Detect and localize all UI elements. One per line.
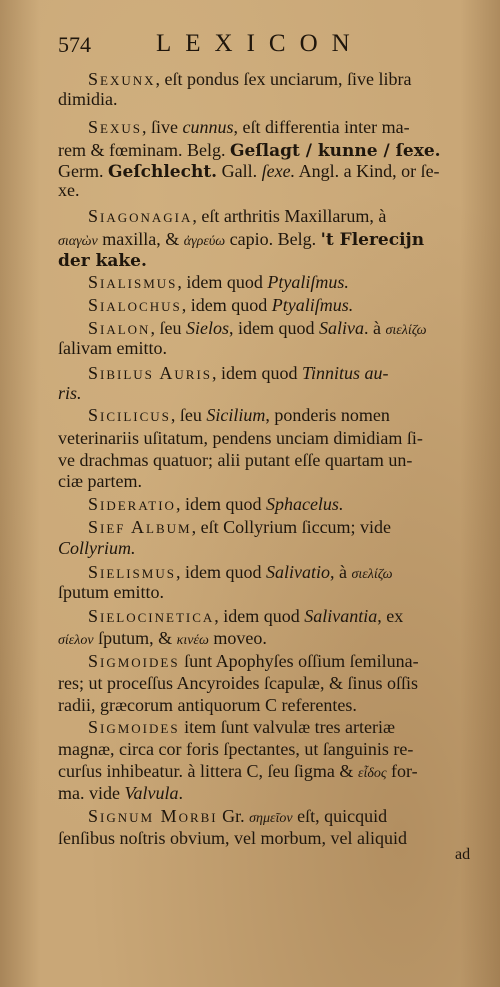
greek-term: κινέω xyxy=(176,633,209,648)
italic-term: Salivantia xyxy=(304,606,378,626)
running-head: LEXICON xyxy=(156,30,364,57)
greek-term: ἀγρεύω xyxy=(183,234,226,249)
definition-text: , idem quod xyxy=(177,272,268,292)
entry-line xyxy=(88,206,386,226)
entry-line xyxy=(88,806,387,829)
definition-text: veterinariis uſitatum, pendens unciam dimidiam ſi- xyxy=(58,428,423,448)
definition-text: , ex xyxy=(377,606,404,626)
definition-text: res; ut proceſſus Ancyroides ſcapulæ, & ſinus oſſis xyxy=(58,673,418,693)
entry-line xyxy=(88,717,395,737)
definition-text: , eſt differentia inter ma- xyxy=(233,117,410,137)
greek-term: σιελίζω xyxy=(351,567,393,582)
headword: Sibilus Auris xyxy=(88,363,213,383)
entry-line xyxy=(88,606,403,626)
headword: Sielismus xyxy=(88,562,176,582)
definition-text: maxilla, & xyxy=(97,229,184,249)
definition-text: , ſeu xyxy=(150,318,186,338)
definition-text: Gr. xyxy=(217,806,250,826)
italic-term: Ptyaliſmus. xyxy=(267,272,349,292)
entry-line xyxy=(88,517,391,537)
headword: Sialismus xyxy=(88,272,178,292)
definition-text: , eſt arthritis Maxillarum, à xyxy=(192,206,387,226)
definition-text: dimidia. xyxy=(58,89,118,109)
definition-text: ſalivam emitto. xyxy=(58,338,167,358)
greek-term: εἶδος xyxy=(357,766,387,781)
italic-term: ris. xyxy=(58,383,82,403)
definition-text: moveo. xyxy=(208,628,267,648)
greek-term: σιαγὼν xyxy=(58,234,98,249)
entry-line xyxy=(58,761,418,784)
entry-line xyxy=(58,450,412,470)
entry-line xyxy=(58,140,441,161)
italic-term: Valvula xyxy=(124,783,179,803)
definition-text: , ſeu xyxy=(170,405,207,425)
definition-text: , idem quod xyxy=(212,363,303,383)
definition-text: ſunt Apophyſes oſſium ſemiluna- xyxy=(179,651,419,671)
definition-text: , à xyxy=(329,562,352,582)
greek-term: σιελίζω xyxy=(385,323,427,338)
blackletter-term: Geſlagt / kunne / ſexe. xyxy=(229,141,441,161)
italic-term: Collyrium. xyxy=(58,538,136,558)
italic-term: Sielos xyxy=(185,318,229,338)
italic-term: Sphacelus. xyxy=(265,494,344,514)
entry-line xyxy=(58,695,357,715)
definition-text: , idem quod xyxy=(175,494,266,514)
definition-text: , idem quod xyxy=(175,562,266,582)
definition-text: ſputum, & xyxy=(93,628,177,648)
entry-line xyxy=(58,628,267,651)
definition-text: rem & fœminam. Belg. xyxy=(58,140,230,160)
headword: Sielocinetica xyxy=(88,606,215,626)
catchword: ad xyxy=(455,846,471,863)
headword: Sialon xyxy=(88,318,151,338)
headword: Sigmoides xyxy=(88,717,180,737)
entry-line xyxy=(88,295,353,315)
definition-text: xe. xyxy=(58,180,80,200)
definition-text: magnæ, circa cor foris ſpectantes, ut ſanguinis re- xyxy=(58,739,414,759)
entry-line xyxy=(58,338,167,358)
entry-line xyxy=(88,117,410,137)
headword: Sideratio xyxy=(88,494,176,514)
definition-text: for- xyxy=(386,761,418,781)
definition-text: ſenſibus noſtris obvium, vel morbum, vel aliquid xyxy=(58,828,407,848)
italic-term: cunnus xyxy=(182,117,234,137)
headword: Siagonagia xyxy=(88,206,193,226)
definition-text: Angl. a Kind, or ſe- xyxy=(295,161,440,181)
blackletter-term: der kake. xyxy=(58,251,147,271)
entry-line xyxy=(58,161,440,182)
headword: Sief Album xyxy=(88,517,192,537)
entry-line xyxy=(88,69,411,89)
definition-text: , idem quod xyxy=(181,295,272,315)
definition-text: Gall. xyxy=(217,161,262,181)
entry-line xyxy=(58,383,82,403)
headword: Sexunx xyxy=(88,69,156,89)
entry-line xyxy=(58,673,418,693)
definition-text: radii, græcorum antiquorum C referentes. xyxy=(58,695,357,715)
entry-line xyxy=(58,180,80,200)
definition-text: Germ. xyxy=(58,161,108,181)
entry-line xyxy=(88,405,390,425)
entry-line xyxy=(58,229,424,252)
definition-text: ma. vide xyxy=(58,783,125,803)
italic-term: Ptyaliſmus. xyxy=(271,295,354,315)
definition-text: ſputum emitto. xyxy=(58,582,164,602)
headword: Sialochus xyxy=(88,295,182,315)
entry-line xyxy=(88,363,389,383)
greek-term: σημεῖον xyxy=(249,811,293,826)
entry-line xyxy=(58,428,423,448)
entry-line xyxy=(58,582,164,602)
italic-term: Sicilium xyxy=(206,405,266,425)
definition-text: , ſive xyxy=(141,117,183,137)
page-number: 574 xyxy=(58,32,91,57)
page-header xyxy=(58,32,438,62)
headword: Signum Morbi xyxy=(88,806,218,826)
definition-text: . xyxy=(178,783,183,803)
entry-line xyxy=(58,471,142,491)
entry-line xyxy=(58,739,413,759)
definition-text: curſus inhibeatur. à littera C, ſeu ſigma & xyxy=(58,761,358,781)
italic-term: ſexe. xyxy=(261,161,296,181)
greek-term: σίελον xyxy=(58,633,94,648)
headword: Sexus xyxy=(88,117,142,137)
definition-text: item ſunt valvulæ tres arteriæ xyxy=(179,717,396,737)
blackletter-term: 't Flerecijn xyxy=(320,230,425,250)
entry-line xyxy=(58,828,407,848)
italic-term: Tinnitus au- xyxy=(302,363,389,383)
definition-text: ciæ partem. xyxy=(58,471,142,491)
entry-line xyxy=(58,89,118,109)
headword: Sigmoides xyxy=(88,651,180,671)
definition-text: , ponderis nomen xyxy=(265,405,390,425)
entry-line xyxy=(88,494,343,514)
definition-text: , eſt Collyrium ſiccum; vide xyxy=(191,517,392,537)
entry-line xyxy=(58,783,183,803)
definition-text: capio. Belg. xyxy=(225,229,321,249)
definition-text: , eſt pondus ſex unciarum, ſive libra xyxy=(155,69,412,89)
entry-line xyxy=(58,538,136,558)
definition-text: eſt, quicquid xyxy=(292,806,388,826)
headword: Sicilicus xyxy=(88,405,171,425)
italic-term: Salivatio xyxy=(265,562,330,582)
italic-term: Saliva xyxy=(318,318,364,338)
entry-line xyxy=(58,250,147,271)
definition-text: . à xyxy=(363,318,386,338)
blackletter-term: Geſchlecht. xyxy=(107,162,218,182)
definition-text: , idem quod xyxy=(228,318,319,338)
entry-line xyxy=(88,272,349,292)
definition-text: ve drachmas quatuor; alii putant eſſe quartam un- xyxy=(58,450,413,470)
definition-text: , idem quod xyxy=(214,606,305,626)
entry-line xyxy=(88,651,419,671)
